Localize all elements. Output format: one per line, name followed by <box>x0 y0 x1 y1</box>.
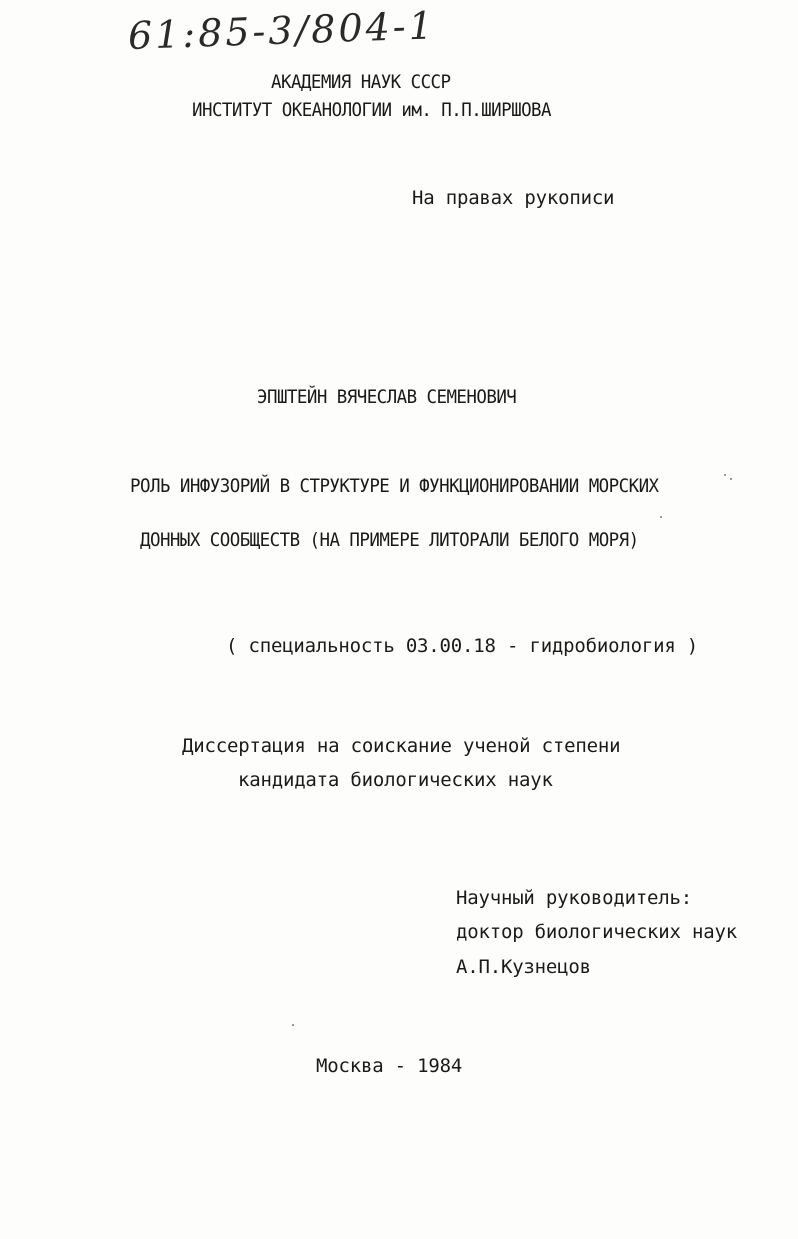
handwritten-archive-code: 61:85-3/804-1 <box>127 3 437 58</box>
thesis-title-line-1: РОЛЬ ИНФУЗОРИЙ В СТРУКТУРЕ И ФУНКЦИОНИРОВАНИИ МОРСКИХ <box>130 475 659 497</box>
supervisor-name: А.П.Кузнецов <box>456 956 591 978</box>
manuscript-rights-note: На правах рукописи <box>412 187 615 209</box>
place-and-year: Москва - 1984 <box>316 1055 463 1077</box>
academy-heading: АКАДЕМИЯ НАУК СССР <box>271 71 451 93</box>
dissertation-line-1: Диссертация на соискание ученой степени <box>182 735 621 757</box>
scan-speck <box>724 474 726 476</box>
supervisor-label: Научный руководитель: <box>456 887 693 909</box>
supervisor-degree: доктор биологических наук <box>456 921 737 943</box>
scan-speck <box>292 1024 294 1026</box>
scan-speck <box>730 478 732 480</box>
author-name: ЭПШТЕЙН ВЯЧЕСЛАВ СЕМЕНОВИЧ <box>257 386 517 408</box>
thesis-title-line-2: ДОННЫХ СООБЩЕСТВ (НА ПРИМЕРЕ ЛИТОРАЛИ БЕЛОГО МОРЯ) <box>140 529 639 551</box>
dissertation-line-2: кандидата биологических наук <box>238 769 553 791</box>
institute-heading: ИНСТИТУТ ОКЕАНОЛОГИИ им. П.П.ШИРШОВА <box>192 99 551 121</box>
scan-speck <box>660 516 662 518</box>
specialty-line: ( специальность 03.00.18 - гидробиология ) <box>226 635 699 657</box>
